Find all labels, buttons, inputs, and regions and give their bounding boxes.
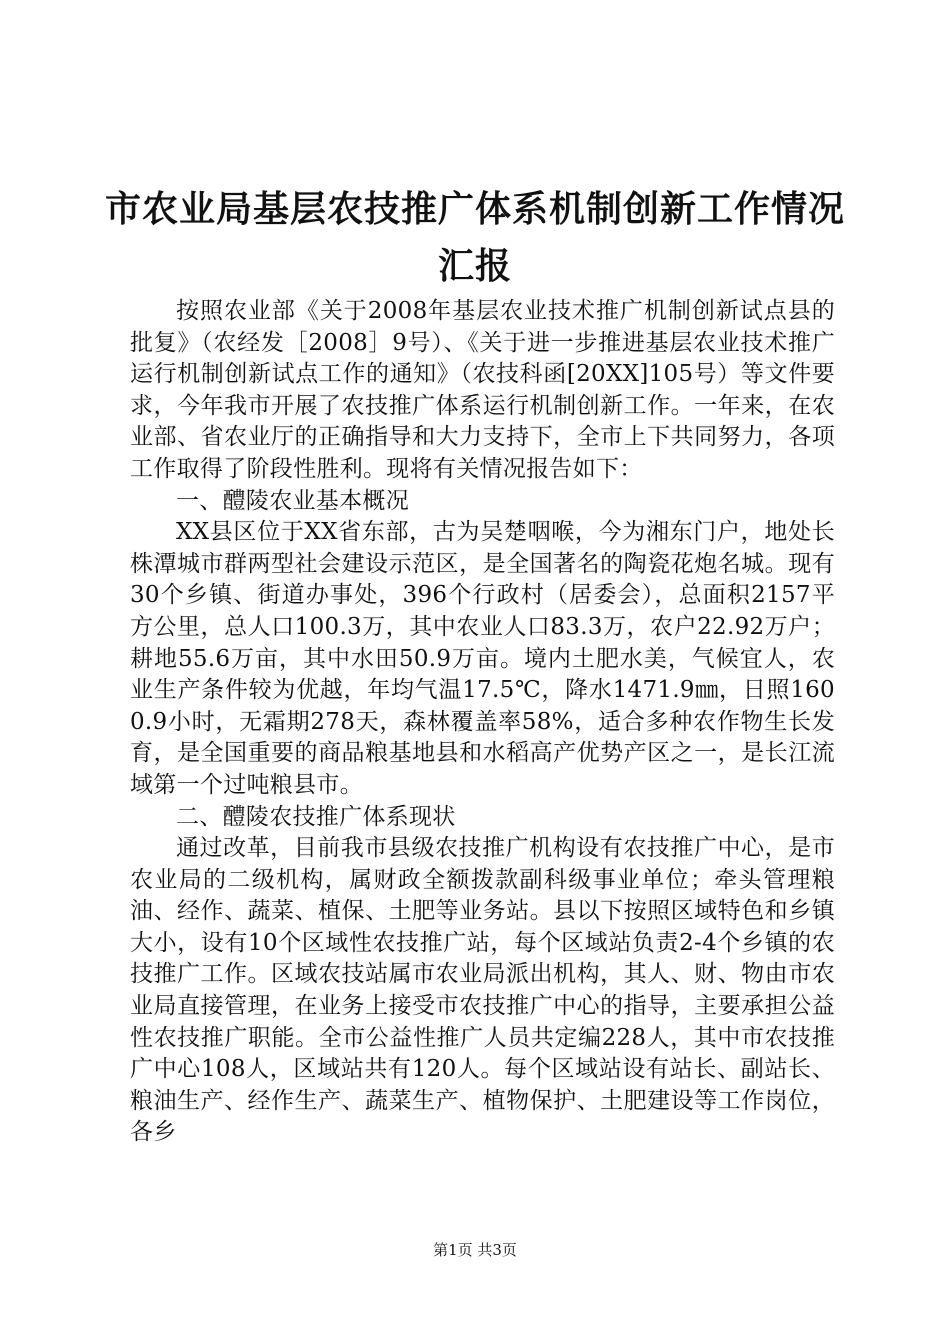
document-title-line-1: 市农业局基层农技推广体系机制创新工作情况 [104, 189, 845, 230]
paragraph-overview: XX县区位于XX省东部，古为吴楚咽喉，今为湘东门户，地处长株潭城市群两型社会建设示范区，是全国著名的陶瓷花炮名城。现有30个乡镇、街道办事处，396个行政村（居委会），总面积2157平方公里，总人口100.3万，其中农业人口83.3万，农户22.92万户；耕地55.6万亩，其中水田50.9万亩。境内土肥水美，气候宜人，农业生产条件较为优越，年均气温17.5℃，降水1471.9㎜，日照1600.9小时，无霜期278天，森林覆盖率58%，适合多种农作物生长发育，是全国重要的商品粮基地县和水稻高产优势产区之一，是长江流域第一个过吨粮县市。 [130, 519, 835, 798]
document-body [130, 296, 835, 1149]
section-heading-1: 一、醴陵农业基本概况 [176, 487, 409, 514]
paragraph-intro: 按照农业部《关于2008年基层农业技术推广机制创新试点县的批复》（农经发［2008］9号）、《关于进一步推进基层农业技术推广运行机制创新试点工作的通知》（农技科函[20XX]105号）等文件要求，今年我市开展了农技推广体系运行机制创新工作。一年来，在农业部、省农业厅的正确指导和大力支持下，全市上下共同努力，各项工作取得了阶段性胜利。现将有关情况报告如下： [130, 298, 835, 482]
page-footer: 第1页 共3页 [433, 1241, 517, 1259]
document-title-line-2: 汇报 [437, 246, 512, 287]
paragraph-status: 通过改革，目前我市县级农技推广机构设有农技推广中心，是市农业局的二级机构，属财政全额拨款副科级事业单位；牵头管理粮油、经作、蔬菜、植保、土肥等业务站。县以下按照区域特色和乡镇大小，设有10个区域性农技推广站，每个区域站负责2-4个乡镇的农技推广工作。区域农技站属市农业局派出机构，其人、财、物由市农业局直接管理，在业务上接受市农技推广中心的指导，主要承担公益性农技推广职能。全市公益性推广人员共定编228人，其中市农技推广中心108人，区域站共有120人。每个区域站设有站长、副站长、粮油生产、经作生产、蔬菜生产、植物保护、土肥建设等工作岗位，各乡 [130, 835, 835, 1146]
section-heading-2: 二、醴陵农技推广体系现状 [176, 803, 456, 830]
